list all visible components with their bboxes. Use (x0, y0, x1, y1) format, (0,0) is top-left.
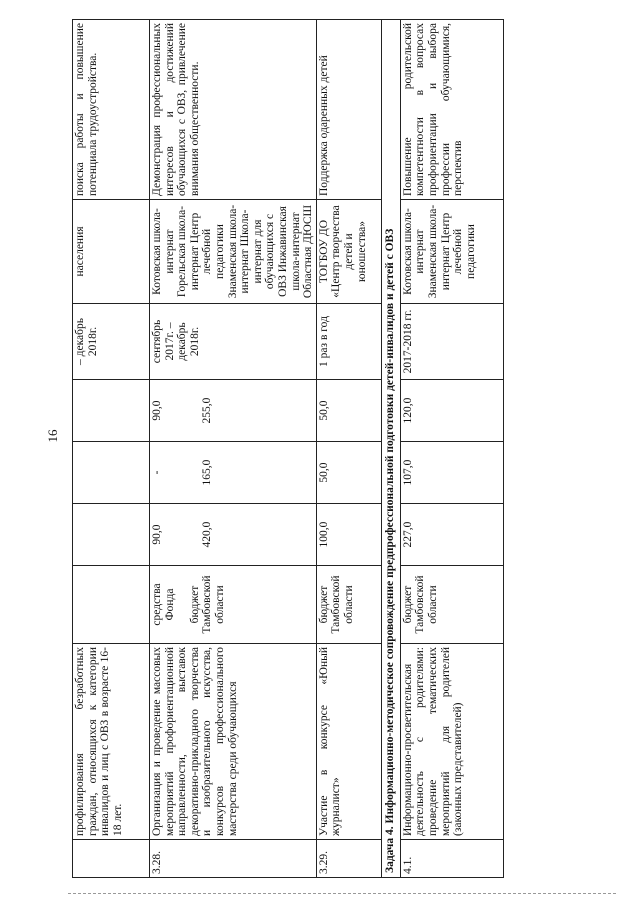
term-cell: 2017-2018 гг. (400, 304, 503, 380)
amount-2018: 107,0 (400, 442, 503, 504)
row-number: 4.1. (400, 840, 503, 878)
rotated-table-page (72, 20, 516, 878)
table-row (316, 20, 381, 878)
executor-cell: населения (73, 200, 150, 304)
term-cell: сентябрь 2017г. – декабрь 2018г. (150, 304, 317, 380)
source-cell: бюджет Тамбовской области (316, 566, 381, 644)
source-cell: средства Фонда бюджет Тамбовской области (150, 566, 317, 644)
activity-cell: Организация и проведение массовых мероприятий профориентационной направленности, выставок декоративно-прикладного творчества и изобразительного искусства, конкурсов профессионального мастерства среди обучающихся (150, 644, 317, 840)
table-row (400, 20, 503, 878)
term-cell: – декабрь 2018г. (73, 304, 150, 380)
amount-2017: 227,0 (400, 504, 503, 566)
amount-2019: 90,0 255,0 (150, 380, 317, 442)
result-cell: поиска работы и повышение потенциала трудоустройства. (73, 20, 150, 200)
result-cell: Демонстрация профессиональных интересов и достижений обучающихся с ОВЗ, привлечение внимания общественности. (150, 20, 317, 200)
source-cell: бюджет Тамбовской области (400, 566, 503, 644)
executor-cell: Котовская школа-интернат Знаменская школа-интернат Центр лечебной педагогики (400, 200, 503, 304)
page-number: 16 (45, 429, 60, 443)
table-row (150, 20, 317, 878)
activities-table (72, 19, 504, 878)
task-header: Задача 4. Информационно-методическое сопровождение предпрофессиональной подготовки детей-инвалидов и детей с ОВЗ (381, 20, 400, 878)
executor-cell: ТОГБОУ ДО «Центр творчества детей и юношества» (316, 200, 381, 304)
amount-2019: 50,0 (316, 380, 381, 442)
term-cell: 1 раз в год (316, 304, 381, 380)
executor-cell: Котовская школа-интернат Горельская школа-интернат Центр лечебной педагогики Знаменская школа-интернат Школа-интернат для обучающихся с ОВЗ Инжавинская школа-интернат Областная ДЮСШ (150, 200, 317, 304)
amount-2017: 90,0 420,0 (150, 504, 317, 566)
amount-2018: - 165,0 (150, 442, 317, 504)
amount-2019 (73, 380, 150, 442)
activity-cell: профилирования безработных граждан, относящихся к категории инвалидов и лиц с ОВЗ в возрасте 16-18 лет. (73, 644, 150, 840)
row-number: 3.28. (150, 840, 317, 878)
amount-2018 (73, 442, 150, 504)
table-row (73, 20, 150, 878)
amount-2017: 100,0 (316, 504, 381, 566)
result-cell: Поддержка одаренных детей (316, 20, 381, 200)
amount-2017 (73, 504, 150, 566)
source-cell (73, 566, 150, 644)
row-number (73, 840, 150, 878)
task-header-row (381, 20, 400, 878)
row-number: 3.29. (316, 840, 381, 878)
result-cell: Повышение родительской компетентности в вопросах профориентации и выбора профессии обучающимися, перспектив (400, 20, 503, 200)
bottom-divider (68, 893, 616, 894)
activity-cell: Информационно-просветительская деятельность с родителями: проведение тематических мероприятий для родителей (законных представителей) (400, 644, 503, 840)
amount-2019: 120,0 (400, 380, 503, 442)
activity-cell: Участие в конкурсе «Юный журналист» (316, 644, 381, 840)
amount-2018: 50,0 (316, 442, 381, 504)
